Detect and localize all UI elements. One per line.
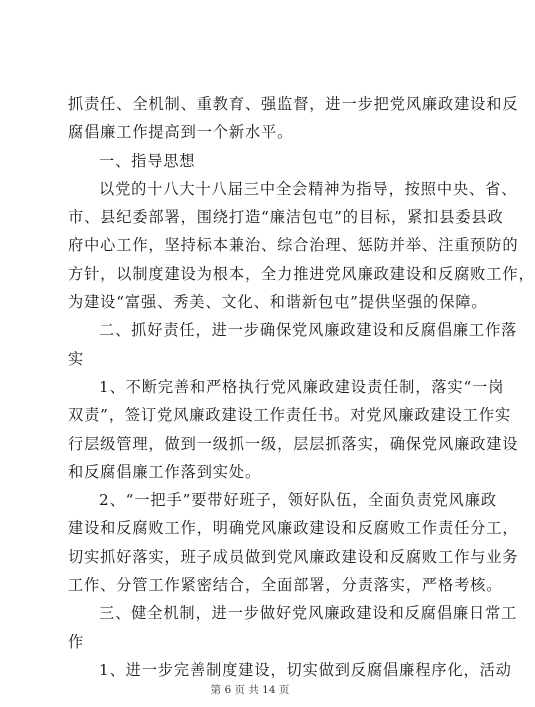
text-line: 腐倡廉工作提高到一个新水平。 [68, 123, 294, 142]
paragraph [68, 175, 535, 316]
text-line: 抓责任、全机制、重教育、强监督，进一步把党风廉政建设和反 [68, 95, 519, 113]
text-line: 双责”，签订党风廉政建设工作责任书。对党风廉政建设工作实 [68, 406, 512, 425]
text-line: 实 [68, 349, 85, 368]
paragraph [68, 486, 519, 599]
paragraph [68, 316, 518, 373]
paragraph [68, 656, 512, 684]
document-body [68, 90, 535, 684]
text-line: 和反腐倡廉工作落到实处。 [68, 462, 262, 481]
text-line: 工作、分管工作紧密结合，全面部署，分责落实，严格考核。 [68, 576, 503, 595]
paragraph [68, 147, 440, 175]
text-line: 为建设“富强、秀美、文化、和谐新包屯”提供坚强的保障。 [68, 293, 488, 312]
text-line: 2、“一把手”要带好班子，领好队伍，全面负责党风廉政 [99, 491, 497, 510]
text-line: 作 [68, 632, 85, 651]
text-line: 建设和反腐败工作，明确党风廉政建设和反腐败工作责任分工， [68, 519, 519, 538]
text-line: 以党的十八大十八届三中全会精神为指导，按照中央、省、 [99, 179, 518, 198]
text-line: 府中心工作，坚持标本兼治、综合治理、惩防并举、注重预防的 [68, 236, 519, 255]
paragraph [68, 373, 519, 486]
text-line: 1、进一步完善制度建设，切实做到反腐倡廉程序化，活动 [99, 660, 512, 679]
text-line: 一、指导思想 [99, 151, 196, 170]
text-line: 市、县纪委部署，围绕打造“廉洁包屯”的目标，紧扣县委县政 [68, 208, 504, 227]
text-line: 二、抓好责任，进一步确保党风廉政建设和反腐倡廉工作落 [99, 321, 518, 340]
text-line: 行层级管理，做到一级抓一级，层层抓落实，确保党风廉政建设 [68, 434, 519, 453]
paragraph [68, 599, 518, 656]
text-line: 1、不断完善和严格执行党风廉政建设责任制，落实“一岗 [99, 377, 505, 396]
page-footer: 第 6 页 共 14 页 [210, 684, 290, 696]
paragraph [68, 90, 519, 147]
text-line: 切实抓好落实，班子成员做到党风廉政建设和反腐败工作与业务 [68, 547, 519, 566]
text-line: 三、健全机制，进一步做好党风廉政建设和反腐倡廉日常工 [99, 604, 518, 623]
text-line: 方针，以制度建设为根本，全力推进党风廉政建设和反腐败工作， [68, 264, 535, 283]
